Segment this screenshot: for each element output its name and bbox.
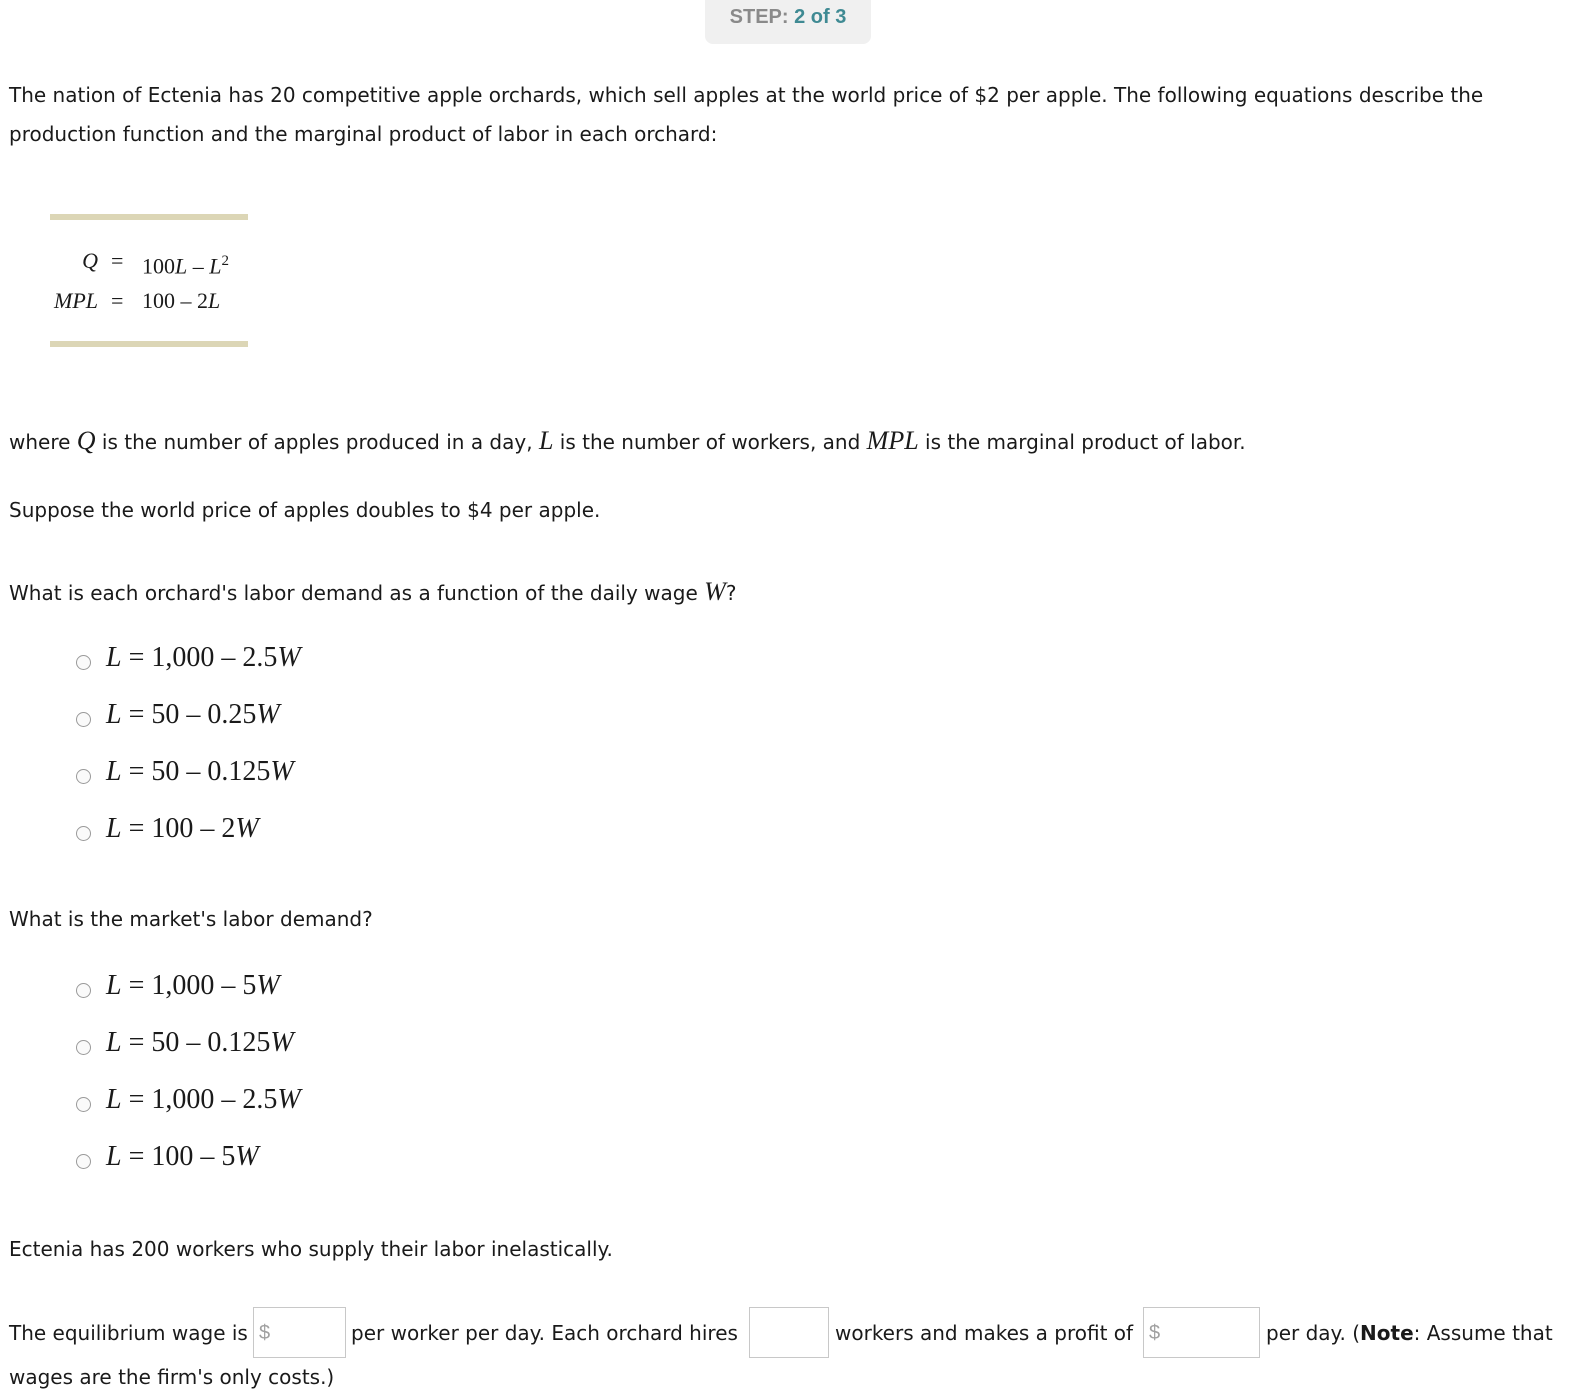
option-label[interactable]: L = 100 – 5W <box>106 1141 259 1172</box>
question-orchard-labor-demand: What is each orchard's labor demand as a function of the daily wage W? <box>9 577 737 606</box>
radio-button[interactable] <box>76 1154 91 1169</box>
workers-hired-input[interactable] <box>749 1307 829 1358</box>
marginal-product-function <box>50 286 248 316</box>
option-label[interactable]: L = 50 – 0.125W <box>106 1027 294 1058</box>
note-label: Note <box>1360 1321 1414 1345</box>
radio-button[interactable] <box>76 1097 91 1112</box>
step-indicator <box>705 0 871 44</box>
option-label[interactable]: L = 1,000 – 2.5W <box>106 642 301 673</box>
radio-button[interactable] <box>76 826 91 841</box>
question-market-labor-demand: What is the market's labor demand? <box>9 907 373 931</box>
eq-rhs-production: $100L - L^2$ <box>142 253 229 279</box>
eq-lhs-mpl: MPL <box>54 288 98 313</box>
option-label[interactable]: L = 1,000 – 2.5W <box>106 1084 301 1115</box>
option-label[interactable]: L = 50 – 0.25W <box>106 699 280 730</box>
variable-definitions: where Q is the number of apples produced in a day, L is the number of workers, and MPL is the marginal product of labor. <box>9 426 1246 455</box>
step-label: STEP: <box>729 6 789 28</box>
radio-button[interactable] <box>76 769 91 784</box>
profit-input[interactable] <box>1143 1307 1260 1358</box>
radio-button[interactable] <box>76 712 91 727</box>
option-label[interactable]: L = 1,000 – 5W <box>106 970 280 1001</box>
eq-equals: = <box>111 248 124 273</box>
radio-button[interactable] <box>76 1040 91 1055</box>
dollar-prefix: $ <box>259 1322 271 1344</box>
labor-supply-text: Ectenia has 200 workers who supply their labor inelastically. <box>9 1237 613 1261</box>
eq-equals: = <box>111 288 124 313</box>
per-day-note: per day. (Note: Assume that <box>1266 1321 1553 1345</box>
radio-button[interactable] <box>76 655 91 670</box>
step-value: 2 of 3 <box>794 6 847 28</box>
production-function <box>50 246 248 279</box>
eq-lhs-q: Q <box>82 248 98 273</box>
option-label[interactable]: L = 50 – 0.125W <box>106 756 294 787</box>
intro-paragraph: The nation of Ectenia has 20 competitive apple orchards, which sell apples at the world price of $2 per apple. The following equations describe the production function and the marginal product of labor in each orchard: <box>9 83 1484 146</box>
note-continuation: wages are the firm's only costs.) <box>9 1365 335 1389</box>
eq-rhs-mpl: 100 – 2L <box>142 288 221 313</box>
equations-box <box>50 214 248 347</box>
price-change-text: Suppose the world price of apples doubles to $4 per apple. <box>9 498 601 522</box>
equilibrium-wage-text: The equilibrium wage is <box>9 1321 248 1345</box>
radio-button[interactable] <box>76 983 91 998</box>
workers-hired-text: per worker per day. Each orchard hires <box>351 1321 738 1345</box>
equilibrium-wage-input[interactable] <box>253 1307 346 1358</box>
dollar-prefix: $ <box>1149 1322 1161 1344</box>
profit-text: workers and makes a profit of <box>835 1321 1134 1345</box>
option-label[interactable]: L = 100 – 2W <box>106 813 259 844</box>
